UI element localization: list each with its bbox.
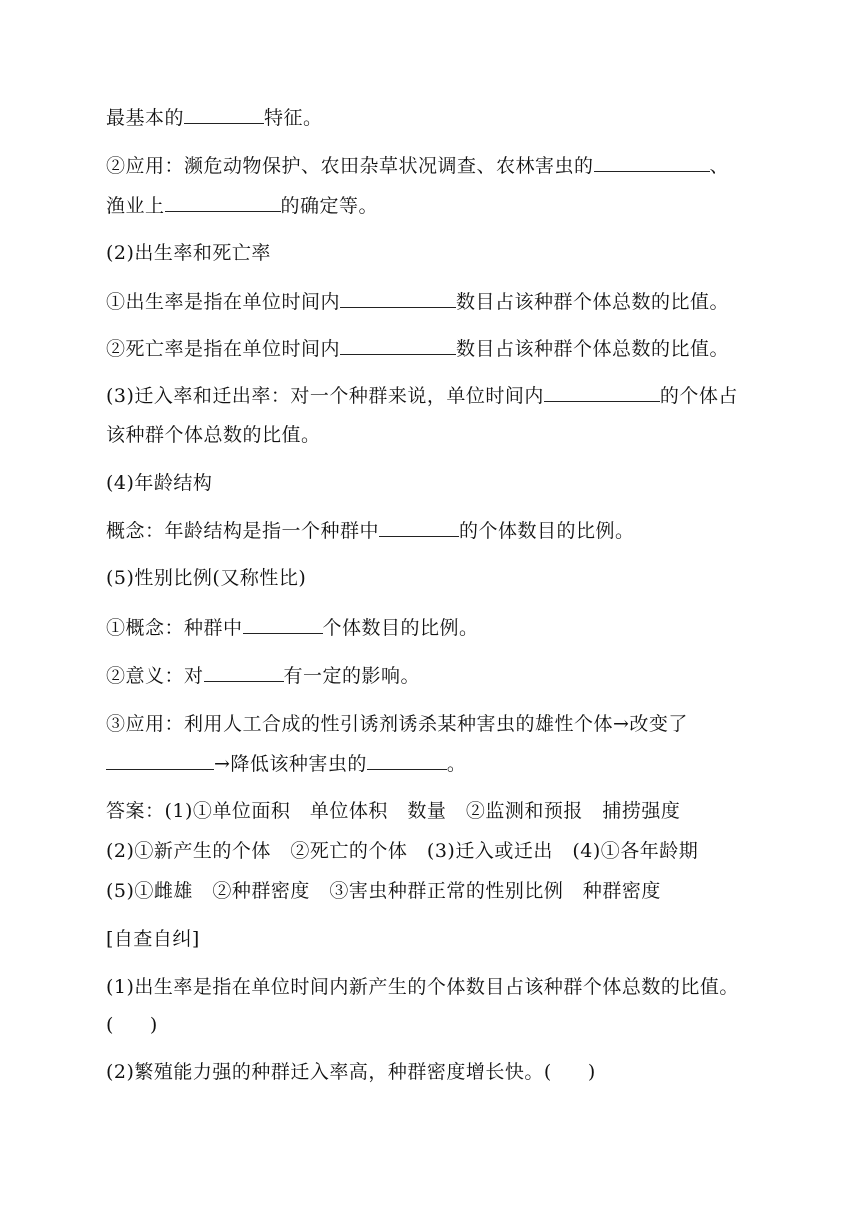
bracket-open: ( [106,1014,114,1036]
text-line [106,385,738,407]
section-heading: [自查自纠] [106,928,200,950]
section-heading: (4)年龄结构 [106,472,213,494]
bracket-close: ) [587,1061,596,1083]
line-text: 概念：年龄结构是指一个种群中 [106,520,380,542]
question-line [106,1061,596,1083]
text-line [106,617,479,639]
text-line [106,520,635,542]
text-line [106,291,729,313]
line-text: (3)迁入率和迁出率：对一个种群来说，单位时间内 [106,385,544,407]
line-text: ②意义：对 [106,665,204,687]
line-text: (2)繁殖能力强的种群迁入率高，种群密度增长快。( [106,1061,552,1083]
fill-blank [106,753,214,770]
line-text: ②死亡率是指在单位时间内 [106,338,341,360]
line-text: 的个体数目的比例。 [459,520,635,542]
line-text: 的个体占 [659,385,738,407]
bracket-close: ) [149,1014,158,1036]
line-text: 个体数目的比例。 [322,617,479,639]
answer-line: (5)①雌雄 ②种群密度 ③害虫种群正常的性别比例 种群密度 [106,880,661,902]
fill-blank [594,155,710,172]
line-text: 渔业上 [106,195,165,217]
fill-blank [165,195,281,212]
fill-blank [379,520,459,537]
text-line [106,107,323,129]
answer-line: (2)①新产生的个体 ②死亡的个体 (3)迁入或迁出 (4)①各年龄期 [106,840,699,862]
text-line [106,155,729,177]
fill-blank [367,753,447,770]
line-text: ②应用：濒危动物保护、农田杂草状况调查、农林害虫的 [106,155,594,177]
line-text: 、 [709,155,730,177]
line-text: 。 [446,753,467,775]
line-text: 有一定的影响。 [283,665,421,687]
fill-blank [243,617,323,634]
text-line [106,338,729,360]
section-heading: (2)出生率和死亡率 [106,242,271,264]
fill-blank [544,385,660,402]
text-line [106,195,378,217]
line-text: ①出生率是指在单位时间内 [106,291,341,313]
line-text: 的确定等。 [280,195,379,217]
text-line [106,753,466,775]
line-text: 数目占该种群个体总数的比值。 [456,291,730,313]
fill-blank [184,107,264,124]
line-text: 数目占该种群个体总数的比值。 [456,338,730,360]
line-text: 最基本的 [106,107,185,129]
section-heading: (5)性别比例(又称性比) [106,567,307,589]
text-line: ③应用：利用人工合成的性引诱剂诱杀某种害虫的雄性个体→改变了 [106,713,688,735]
answer-line: 答案：(1)①单位面积 单位体积 数量 ②监测和预报 捕捞强度 [106,800,681,822]
fill-blank [340,338,456,355]
text-line [106,665,420,687]
line-text: ①概念：种群中 [106,617,243,639]
fill-blank [340,291,456,308]
line-text: →降低该种害虫的 [214,753,367,775]
answer-bracket [106,1014,158,1036]
fill-blank [204,665,284,682]
line-text: 特征。 [264,107,323,129]
question-line: (1)出生率是指在单位时间内新产生的个体数目占该种群个体总数的比值。 [106,976,739,998]
text-line: 该种群个体总数的比值。 [106,424,321,446]
